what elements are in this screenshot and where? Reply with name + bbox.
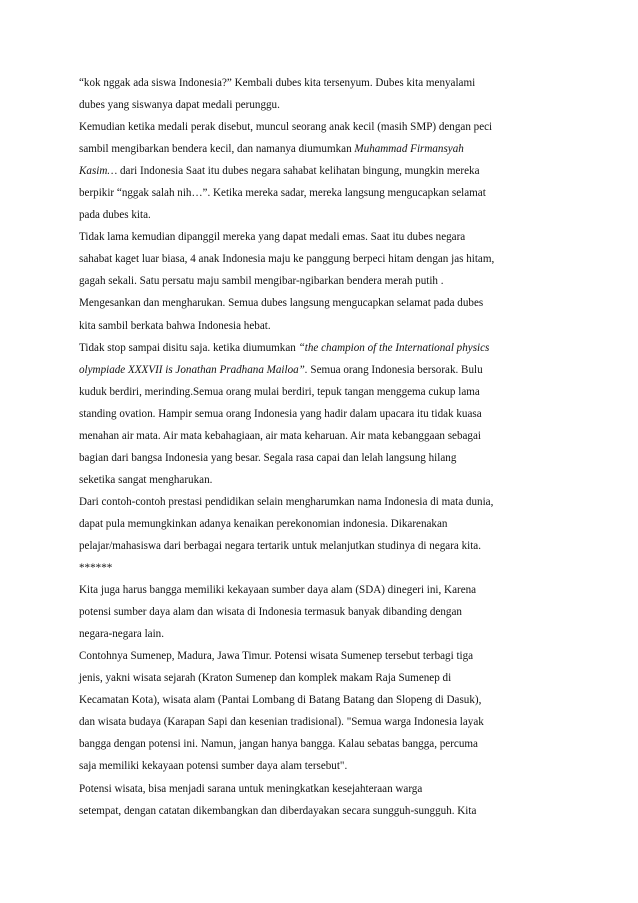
text-line xyxy=(79,689,579,711)
text-line xyxy=(79,381,579,403)
text-line xyxy=(79,667,579,689)
text-line xyxy=(79,425,579,447)
text-run: Tidak stop sampai disitu saja. ketika diumumkan xyxy=(79,341,299,354)
text-run: ****** xyxy=(79,562,113,575)
text-run: Kecamatan Kota), wisata alam (Pantai Lombang di Batang Batang dan Slopeng di Dasuk), xyxy=(79,694,482,707)
text-line xyxy=(79,491,579,513)
italic-text-run: Muhammad Firmansyah xyxy=(354,143,464,156)
text-line xyxy=(79,623,579,645)
text-line xyxy=(79,292,579,314)
text-run: dan wisata budaya (Karapan Sapi dan kesenian tradisional). "Semua warga Indonesia layak xyxy=(79,716,484,729)
text-run: jenis, yakni wisata sejarah (Kraton Sumenep dan komplek makam Raja Sumenep di xyxy=(79,672,452,685)
text-line xyxy=(79,601,579,623)
text-line xyxy=(79,778,579,800)
text-run: pada dubes kita. xyxy=(79,209,151,222)
text-line xyxy=(79,733,579,755)
text-run: Mengesankan dan mengharukan. Semua dubes langsung mengucapkan selamat pada dubes xyxy=(79,297,484,310)
text-run: Kita juga harus bangga memiliki kekayaan sumber daya alam (SDA) dinegeri ini, Karena xyxy=(79,584,477,597)
text-run: dari Indonesia Saat itu dubes negara sahabat kelihatan bingung, mungkin mereka xyxy=(117,165,480,178)
text-run: seketika sangat mengharukan. xyxy=(79,473,213,486)
text-line xyxy=(79,755,579,777)
text-run: potensi sumber daya alam dan wisata di Indonesia termasuk banyak dibanding dengan xyxy=(79,606,462,619)
text-run: sambil mengibarkan bendera kecil, dan namanya diumumkan xyxy=(79,143,355,156)
text-line xyxy=(79,513,579,535)
text-run: gagah sekali. Satu persatu maju sambil mengibar-ngibarkan bendera merah putih . xyxy=(79,275,444,288)
text-line xyxy=(79,557,579,579)
text-run: sahabat kaget luar biasa, 4 anak Indonesia maju ke panggung berpeci hitam dengan jas hitam, xyxy=(79,253,495,266)
text-line xyxy=(79,204,579,226)
text-run: negara-negara lain. xyxy=(79,628,164,641)
text-run: Dari contoh-contoh prestasi pendidikan selain mengharumkan nama Indonesia di mata dunia, xyxy=(79,495,494,508)
italic-text-run: “the champion of the International physics xyxy=(298,341,490,354)
text-run: bagian dari bangsa Indonesia yang besar. Segala rasa capai dan lelah langsung hilang xyxy=(79,451,457,464)
text-line xyxy=(79,800,579,822)
text-line xyxy=(79,248,579,270)
text-line xyxy=(79,469,579,491)
text-line xyxy=(79,711,579,733)
text-line xyxy=(79,72,579,94)
text-line xyxy=(79,138,579,160)
text-run: Contohnya Sumenep, Madura, Jawa Timur. Potensi wisata Sumenep tersebut terbagi tiga xyxy=(79,650,474,663)
text-run: standing ovation. Hampir semua orang Indonesia yang hadir dalam upacara itu tidak kuasa xyxy=(79,407,482,420)
text-line xyxy=(79,226,579,248)
text-line xyxy=(79,535,579,557)
text-line xyxy=(79,447,579,469)
text-line xyxy=(79,182,579,204)
text-line xyxy=(79,315,579,337)
text-run: Semua orang Indonesia bersorak. Bulu xyxy=(307,363,483,376)
text-line xyxy=(79,337,579,359)
text-run: menahan air mata. Air mata kebahagiaan, air mata keharuan. Air mata kebanggaan sebagai xyxy=(79,429,481,442)
text-run: Kemudian ketika medali perak disebut, muncul seorang anak kecil (masih SMP) dengan peci xyxy=(79,121,493,134)
text-run: bangga dengan potensi ini. Namun, jangan hanya bangga. Kalau sebatas bangga, percuma xyxy=(79,738,478,751)
text-run: dubes yang siswanya dapat medali perunggu. xyxy=(79,99,280,112)
italic-text-run: olympiade XXXVII is Jonathan Pradhana Mailoa”. xyxy=(79,363,308,376)
text-line xyxy=(79,645,579,667)
text-run: saja memiliki kekayaan potensi sumber daya alam tersebut". xyxy=(79,760,348,773)
document-body-text xyxy=(79,72,579,822)
text-line xyxy=(79,359,579,381)
text-line xyxy=(79,270,579,292)
text-run: Tidak lama kemudian dipanggil mereka yang dapat medali emas. Saat itu dubes negara xyxy=(79,231,466,244)
text-line xyxy=(79,579,579,601)
text-run: “kok nggak ada siswa Indonesia?” Kembali dubes kita tersenyum. Dubes kita menyalami xyxy=(79,77,476,89)
text-line xyxy=(79,94,579,116)
text-run: dapat pula memungkinkan adanya kenaikan perekonomian indonesia. Dikarenakan xyxy=(79,517,448,530)
text-run: kita sambil berkata bahwa Indonesia hebat. xyxy=(79,319,271,332)
text-line xyxy=(79,160,579,182)
text-run: berpikir “nggak salah nih…”. Ketika mereka sadar, mereka langsung mengucapkan selamat xyxy=(79,187,486,200)
italic-text-run: Kasim… xyxy=(79,165,118,178)
text-run: Potensi wisata, bisa menjadi sarana untuk meningkatkan kesejahteraan warga xyxy=(79,782,423,795)
text-line xyxy=(79,403,579,425)
text-run: pelajar/mahasiswa dari berbagai negara tertarik untuk melanjutkan studinya di negara kita. xyxy=(79,539,481,552)
text-run: kuduk berdiri, merinding.Semua orang mulai berdiri, tepuk tangan menggema cukup lama xyxy=(79,385,480,398)
text-line xyxy=(79,116,579,138)
text-run: setempat, dengan catatan dikembangkan dan diberdayakan secara sungguh-sungguh. Kita xyxy=(79,804,477,817)
